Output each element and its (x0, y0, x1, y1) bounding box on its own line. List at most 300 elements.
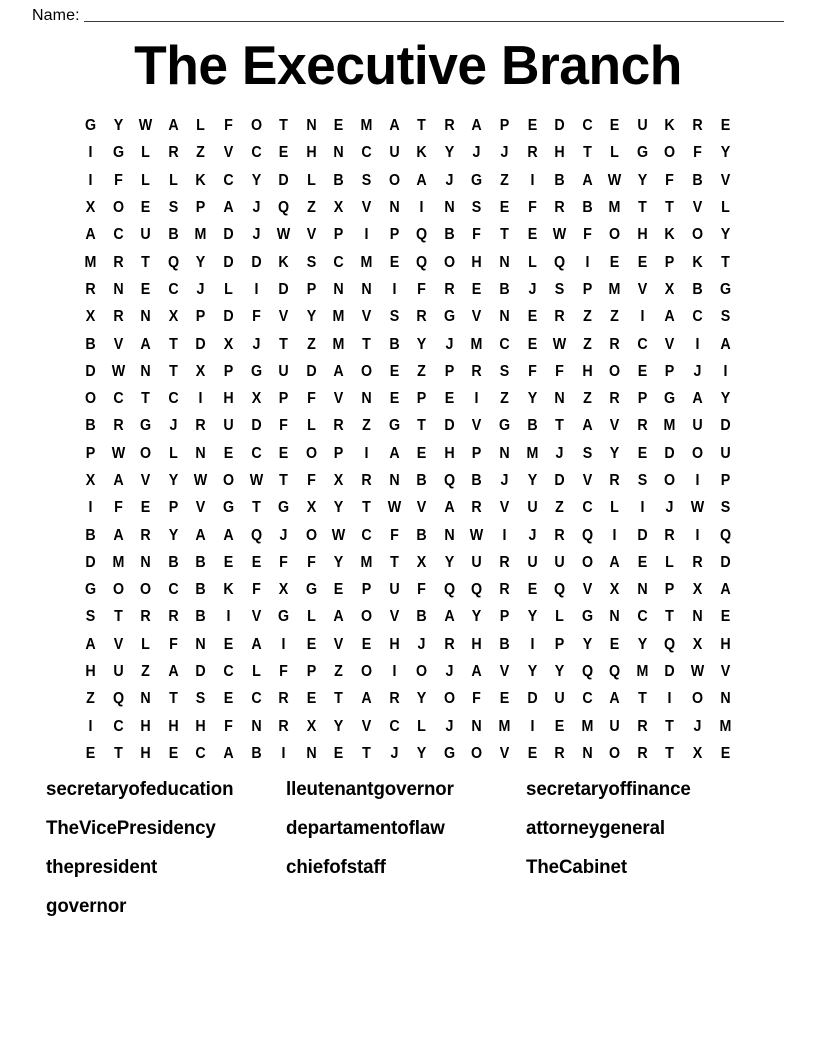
grid-cell[interactable]: B (499, 280, 510, 298)
grid-cell[interactable]: T (665, 744, 675, 762)
grid-cell[interactable]: I (695, 526, 700, 544)
grid-cell[interactable]: X (251, 390, 261, 408)
grid-cell[interactable]: C (361, 526, 372, 544)
grid-cell[interactable]: A (471, 663, 482, 681)
grid-cell[interactable]: N (140, 362, 151, 380)
grid-cell[interactable]: R (554, 308, 565, 326)
grid-cell[interactable]: C (168, 581, 179, 599)
grid-cell[interactable]: R (140, 608, 151, 626)
grid-cell[interactable]: T (720, 253, 730, 271)
grid-cell[interactable]: F (279, 553, 289, 571)
grid-cell[interactable]: X (416, 553, 427, 571)
grid-cell[interactable]: Z (86, 690, 95, 708)
grid-cell[interactable]: P (196, 308, 206, 326)
grid-cell[interactable]: L (141, 635, 151, 653)
grid-cell[interactable]: Q (112, 690, 124, 708)
grid-cell[interactable]: T (141, 253, 151, 271)
grid-cell[interactable]: F (113, 499, 123, 517)
grid-cell[interactable]: F (417, 581, 426, 599)
grid-cell[interactable]: P (168, 499, 179, 517)
grid-cell[interactable]: Q (278, 199, 290, 217)
grid-cell[interactable]: C (223, 663, 234, 681)
grid-cell[interactable]: P (389, 226, 399, 244)
grid-cell[interactable]: F (389, 526, 399, 544)
grid-cell[interactable]: L (168, 444, 178, 462)
grid-cell[interactable]: V (278, 308, 289, 326)
grid-cell[interactable]: D (278, 171, 289, 189)
grid-cell[interactable]: T (665, 608, 675, 626)
grid-cell[interactable]: U (526, 499, 538, 517)
grid-cell[interactable]: I (254, 280, 259, 298)
grid-cell[interactable]: A (112, 526, 124, 544)
grid-cell[interactable]: G (443, 308, 455, 326)
grid-cell[interactable]: W (552, 335, 567, 353)
word-list-item[interactable]: chiefofstaff (286, 856, 386, 878)
grid-cell[interactable]: D (444, 417, 455, 435)
grid-cell[interactable]: J (390, 744, 398, 762)
grid-cell[interactable]: H (306, 144, 317, 162)
grid-cell[interactable]: U (278, 362, 289, 380)
grid-cell[interactable]: F (113, 171, 123, 189)
grid-cell[interactable]: E (306, 690, 317, 708)
grid-cell[interactable]: G (222, 499, 235, 517)
grid-cell[interactable]: G (84, 117, 97, 135)
grid-cell[interactable]: Y (554, 663, 565, 681)
grid-cell[interactable]: M (581, 717, 594, 735)
grid-cell[interactable]: V (720, 171, 730, 189)
grid-cell[interactable]: G (305, 581, 317, 599)
grid-cell[interactable]: N (692, 608, 703, 626)
grid-cell[interactable]: P (85, 444, 96, 462)
grid-cell[interactable]: H (719, 635, 731, 653)
grid-cell[interactable]: O (471, 744, 483, 762)
grid-cell[interactable]: T (334, 690, 344, 708)
grid-cell[interactable]: E (85, 744, 96, 762)
grid-cell[interactable]: J (252, 226, 261, 244)
grid-cell[interactable]: O (250, 117, 262, 135)
grid-cell[interactable]: O (360, 362, 372, 380)
grid-cell[interactable]: X (692, 744, 703, 762)
grid-cell[interactable]: I (585, 253, 590, 271)
grid-cell[interactable]: M (332, 335, 345, 353)
grid-cell[interactable]: F (665, 171, 675, 189)
grid-cell[interactable]: E (140, 280, 151, 298)
grid-cell[interactable]: B (85, 417, 96, 435)
grid-cell[interactable]: U (554, 690, 565, 708)
grid-cell[interactable]: E (610, 253, 620, 271)
grid-cell[interactable]: Z (582, 390, 592, 408)
grid-cell[interactable]: J (666, 499, 674, 517)
grid-cell[interactable]: O (112, 581, 124, 599)
grid-cell[interactable]: Y (416, 690, 427, 708)
grid-cell[interactable]: W (194, 472, 208, 489)
grid-cell[interactable]: F (472, 226, 482, 244)
grid-cell[interactable]: A (416, 171, 427, 189)
grid-cell[interactable]: M (719, 717, 732, 735)
grid-cell[interactable]: T (168, 362, 178, 380)
grid-cell[interactable]: Z (196, 144, 206, 162)
grid-cell[interactable]: I (281, 744, 286, 762)
grid-cell[interactable]: J (693, 717, 702, 735)
grid-cell[interactable]: X (610, 581, 620, 599)
grid-cell[interactable]: N (306, 117, 317, 135)
grid-cell[interactable]: R (554, 744, 565, 762)
word-list-item[interactable]: secretaryofeducation (46, 778, 234, 800)
grid-cell[interactable]: R (692, 117, 703, 135)
grid-cell[interactable]: T (168, 690, 178, 708)
grid-cell[interactable]: P (499, 608, 510, 626)
grid-cell[interactable]: E (527, 744, 537, 762)
grid-cell[interactable]: X (306, 717, 317, 735)
grid-cell[interactable]: A (609, 690, 620, 708)
grid-cell[interactable]: Z (582, 308, 592, 326)
grid-cell[interactable]: F (168, 635, 178, 653)
grid-cell[interactable]: I (392, 663, 397, 681)
grid-cell[interactable]: R (388, 690, 400, 708)
grid-cell[interactable]: D (664, 663, 676, 681)
grid-cell[interactable]: M (360, 553, 373, 571)
grid-cell[interactable]: E (389, 390, 399, 408)
grid-cell[interactable]: K (416, 144, 427, 162)
grid-cell[interactable]: E (527, 117, 537, 135)
grid-cell[interactable]: G (498, 417, 510, 435)
grid-cell[interactable]: M (526, 444, 538, 462)
grid-cell[interactable]: I (640, 499, 645, 517)
grid-cell[interactable]: V (113, 335, 123, 353)
grid-cell[interactable]: A (85, 635, 96, 653)
name-blank-rule[interactable] (84, 21, 784, 22)
grid-cell[interactable]: I (226, 608, 231, 626)
grid-cell[interactable]: E (637, 362, 648, 380)
grid-cell[interactable]: C (112, 226, 124, 244)
grid-cell[interactable]: T (113, 608, 123, 626)
grid-cell[interactable]: K (664, 226, 676, 244)
grid-cell[interactable]: C (637, 335, 648, 353)
grid-cell[interactable]: E (389, 253, 399, 271)
grid-cell[interactable]: I (281, 635, 286, 653)
grid-cell[interactable]: V (361, 199, 372, 217)
grid-cell[interactable]: I (198, 390, 203, 408)
grid-cell[interactable]: M (360, 117, 373, 135)
grid-cell[interactable]: V (499, 499, 510, 517)
grid-cell[interactable]: T (417, 117, 426, 135)
grid-cell[interactable]: N (499, 308, 510, 326)
grid-cell[interactable]: J (445, 717, 454, 735)
grid-cell[interactable]: B (85, 335, 96, 353)
grid-cell[interactable]: R (471, 362, 482, 380)
grid-cell[interactable]: D (719, 417, 731, 435)
grid-cell[interactable]: T (555, 417, 564, 435)
grid-cell[interactable]: A (223, 526, 234, 544)
grid-cell[interactable]: C (499, 335, 510, 353)
grid-cell[interactable]: Q (471, 581, 483, 599)
grid-cell[interactable]: E (140, 499, 151, 517)
grid-cell[interactable]: F (555, 362, 564, 380)
grid-cell[interactable]: G (388, 417, 400, 435)
grid-cell[interactable]: P (306, 663, 317, 681)
grid-cell[interactable]: E (720, 117, 730, 135)
grid-cell[interactable]: D (250, 417, 262, 435)
grid-cell[interactable]: E (554, 717, 565, 735)
grid-cell[interactable]: V (499, 663, 510, 681)
grid-cell[interactable]: N (112, 280, 124, 298)
grid-cell[interactable]: V (582, 472, 592, 489)
grid-cell[interactable]: H (195, 717, 207, 735)
grid-cell[interactable]: N (333, 280, 344, 298)
grid-cell[interactable]: N (444, 526, 455, 544)
grid-cell[interactable]: D (526, 690, 538, 708)
grid-cell[interactable]: S (720, 499, 730, 517)
grid-cell[interactable]: Y (306, 308, 317, 326)
grid-cell[interactable]: C (223, 171, 234, 189)
grid-cell[interactable]: J (555, 444, 564, 462)
grid-cell[interactable]: O (140, 581, 152, 599)
grid-cell[interactable]: G (719, 280, 731, 298)
grid-cell[interactable]: E (472, 280, 482, 298)
grid-cell[interactable]: A (444, 608, 455, 626)
grid-cell[interactable]: D (223, 226, 234, 244)
grid-cell[interactable]: W (552, 226, 567, 244)
grid-cell[interactable]: C (250, 144, 262, 162)
grid-cell[interactable]: E (389, 362, 399, 380)
grid-cell[interactable]: C (361, 144, 372, 162)
grid-cell[interactable]: V (416, 499, 427, 517)
grid-cell[interactable]: W (138, 117, 153, 135)
grid-cell[interactable]: Q (443, 472, 455, 489)
grid-cell[interactable]: V (334, 635, 344, 653)
grid-cell[interactable]: F (417, 280, 426, 298)
grid-cell[interactable]: E (278, 144, 289, 162)
grid-cell[interactable]: E (251, 553, 261, 571)
grid-cell[interactable]: A (223, 199, 234, 217)
grid-cell[interactable]: G (443, 744, 455, 762)
grid-cell[interactable]: W (111, 444, 125, 462)
grid-cell[interactable]: C (333, 253, 344, 271)
grid-cell[interactable]: M (664, 417, 676, 435)
grid-cell[interactable]: V (665, 335, 675, 353)
grid-cell[interactable]: O (692, 444, 704, 462)
grid-cell[interactable]: B (416, 472, 427, 489)
grid-cell[interactable]: E (361, 635, 372, 653)
grid-cell[interactable]: P (665, 362, 675, 380)
grid-cell[interactable]: C (582, 499, 593, 517)
grid-cell[interactable]: C (112, 717, 124, 735)
grid-cell[interactable]: T (665, 717, 675, 735)
grid-cell[interactable]: M (608, 280, 621, 298)
grid-cell[interactable]: R (85, 280, 96, 298)
grid-cell[interactable]: Y (334, 553, 344, 571)
grid-cell[interactable]: V (472, 308, 482, 326)
grid-cell[interactable]: C (168, 390, 179, 408)
word-list-item[interactable]: departamentoflaw (286, 817, 445, 839)
grid-cell[interactable]: F (279, 663, 289, 681)
grid-cell[interactable]: Z (500, 390, 509, 408)
grid-cell[interactable]: Q (581, 526, 593, 544)
grid-cell[interactable]: R (416, 308, 427, 326)
grid-cell[interactable]: A (471, 117, 482, 135)
grid-cell[interactable]: T (279, 117, 289, 135)
grid-cell[interactable]: C (195, 744, 207, 762)
grid-cell[interactable]: B (388, 335, 400, 353)
grid-cell[interactable]: O (664, 472, 676, 489)
grid-cell[interactable]: B (250, 744, 262, 762)
grid-cell[interactable]: V (720, 663, 730, 681)
grid-cell[interactable]: E (416, 444, 427, 462)
grid-cell[interactable]: I (88, 717, 93, 735)
grid-cell[interactable]: X (223, 335, 234, 353)
grid-cell[interactable]: F (224, 117, 233, 135)
grid-cell[interactable]: L (555, 608, 564, 626)
grid-cell[interactable]: M (112, 553, 125, 571)
grid-cell[interactable]: P (582, 280, 592, 298)
grid-cell[interactable]: Q (554, 253, 566, 271)
grid-cell[interactable]: D (664, 444, 676, 462)
grid-cell[interactable]: I (612, 526, 617, 544)
grid-cell[interactable]: R (361, 472, 372, 489)
grid-cell[interactable]: C (637, 608, 648, 626)
grid-cell[interactable]: E (637, 444, 648, 462)
grid-cell[interactable]: S (389, 308, 399, 326)
grid-cell[interactable]: T (168, 335, 178, 353)
grid-cell[interactable]: Z (306, 199, 316, 217)
grid-cell[interactable]: N (140, 690, 151, 708)
grid-cell[interactable]: Y (610, 444, 620, 462)
grid-cell[interactable]: F (306, 472, 316, 489)
grid-cell[interactable]: J (445, 663, 454, 681)
grid-cell[interactable]: T (113, 744, 123, 762)
grid-cell[interactable]: A (195, 526, 207, 544)
grid-cell[interactable]: I (392, 280, 397, 298)
grid-cell[interactable]: V (389, 608, 399, 626)
grid-cell[interactable]: M (498, 717, 511, 735)
grid-cell[interactable]: Q (416, 253, 428, 271)
grid-cell[interactable]: T (638, 690, 647, 708)
grid-cell[interactable]: N (554, 390, 565, 408)
grid-cell[interactable]: R (637, 417, 648, 435)
grid-cell[interactable]: R (112, 417, 124, 435)
grid-cell[interactable]: D (554, 472, 565, 489)
grid-cell[interactable]: B (582, 199, 593, 217)
grid-cell[interactable]: E (334, 581, 344, 599)
grid-cell[interactable]: P (361, 581, 372, 599)
grid-cell[interactable]: Z (306, 335, 316, 353)
grid-cell[interactable]: D (554, 117, 565, 135)
grid-cell[interactable]: E (223, 635, 234, 653)
grid-cell[interactable]: Y (637, 171, 648, 189)
grid-cell[interactable]: O (692, 690, 704, 708)
grid-cell[interactable]: O (609, 226, 621, 244)
grid-cell[interactable]: V (499, 744, 510, 762)
grid-cell[interactable]: L (417, 717, 426, 735)
grid-cell[interactable]: R (609, 472, 620, 489)
grid-cell[interactable]: R (664, 526, 676, 544)
grid-cell[interactable]: Q (609, 663, 621, 681)
grid-cell[interactable]: Q (443, 581, 455, 599)
grid-cell[interactable]: K (195, 171, 207, 189)
grid-cell[interactable]: P (720, 472, 730, 489)
grid-cell[interactable]: C (388, 717, 400, 735)
grid-cell[interactable]: E (637, 253, 648, 271)
grid-cell[interactable]: C (250, 444, 262, 462)
grid-cell[interactable]: B (692, 171, 703, 189)
grid-cell[interactable]: H (85, 663, 96, 681)
grid-cell[interactable]: N (719, 690, 731, 708)
grid-cell[interactable]: I (88, 144, 93, 162)
grid-cell[interactable]: D (85, 362, 96, 380)
grid-cell[interactable]: J (693, 362, 702, 380)
grid-cell[interactable]: V (306, 226, 317, 244)
grid-cell[interactable]: A (85, 226, 96, 244)
grid-cell[interactable]: M (470, 335, 483, 353)
grid-cell[interactable]: C (582, 117, 593, 135)
grid-cell[interactable]: N (140, 553, 151, 571)
grid-cell[interactable]: U (388, 144, 400, 162)
grid-cell[interactable]: R (692, 553, 703, 571)
grid-cell[interactable]: A (692, 390, 703, 408)
grid-cell[interactable]: E (223, 553, 234, 571)
grid-cell[interactable]: R (444, 117, 455, 135)
grid-cell[interactable]: P (416, 390, 427, 408)
grid-cell[interactable]: M (332, 308, 345, 326)
grid-cell[interactable]: A (388, 444, 400, 462)
grid-cell[interactable]: U (223, 417, 234, 435)
grid-cell[interactable]: X (85, 199, 96, 217)
grid-cell[interactable]: H (223, 390, 234, 408)
grid-cell[interactable]: I (530, 717, 534, 735)
grid-cell[interactable]: B (85, 526, 96, 544)
grid-cell[interactable]: G (471, 171, 483, 189)
grid-cell[interactable]: A (361, 690, 372, 708)
grid-cell[interactable]: R (554, 526, 565, 544)
grid-cell[interactable]: J (528, 526, 536, 544)
grid-cell[interactable]: E (720, 608, 730, 626)
grid-cell[interactable]: G (636, 144, 648, 162)
grid-cell[interactable]: A (719, 581, 731, 599)
grid-cell[interactable]: O (664, 144, 676, 162)
grid-cell[interactable]: Y (720, 226, 730, 244)
grid-cell[interactable]: Y (527, 608, 537, 626)
grid-cell[interactable]: N (388, 199, 400, 217)
grid-cell[interactable]: X (306, 499, 317, 517)
grid-cell[interactable]: Y (444, 553, 454, 571)
grid-cell[interactable]: D (85, 553, 96, 571)
grid-cell[interactable]: G (278, 499, 290, 517)
grid-cell[interactable]: Y (334, 499, 344, 517)
grid-cell[interactable]: R (278, 717, 289, 735)
grid-cell[interactable]: S (554, 280, 565, 298)
grid-cell[interactable]: F (527, 199, 537, 217)
grid-cell[interactable]: R (637, 717, 648, 735)
grid-cell[interactable]: Y (416, 744, 427, 762)
grid-cell[interactable]: H (582, 362, 593, 380)
grid-cell[interactable]: N (250, 717, 262, 735)
grid-cell[interactable]: E (306, 635, 317, 653)
grid-cell[interactable]: R (112, 253, 124, 271)
grid-cell[interactable]: J (417, 635, 426, 653)
grid-cell[interactable]: X (665, 280, 675, 298)
grid-cell[interactable]: J (500, 144, 509, 162)
grid-cell[interactable]: E (223, 444, 234, 462)
grid-cell[interactable]: P (554, 635, 565, 653)
grid-cell[interactable]: X (692, 635, 703, 653)
grid-cell[interactable]: L (306, 417, 316, 435)
grid-cell[interactable]: Z (555, 499, 564, 517)
grid-cell[interactable]: U (692, 417, 703, 435)
grid-cell[interactable]: R (609, 335, 620, 353)
grid-cell[interactable]: D (195, 335, 207, 353)
grid-cell[interactable]: P (278, 390, 289, 408)
grid-cell[interactable]: N (582, 744, 593, 762)
